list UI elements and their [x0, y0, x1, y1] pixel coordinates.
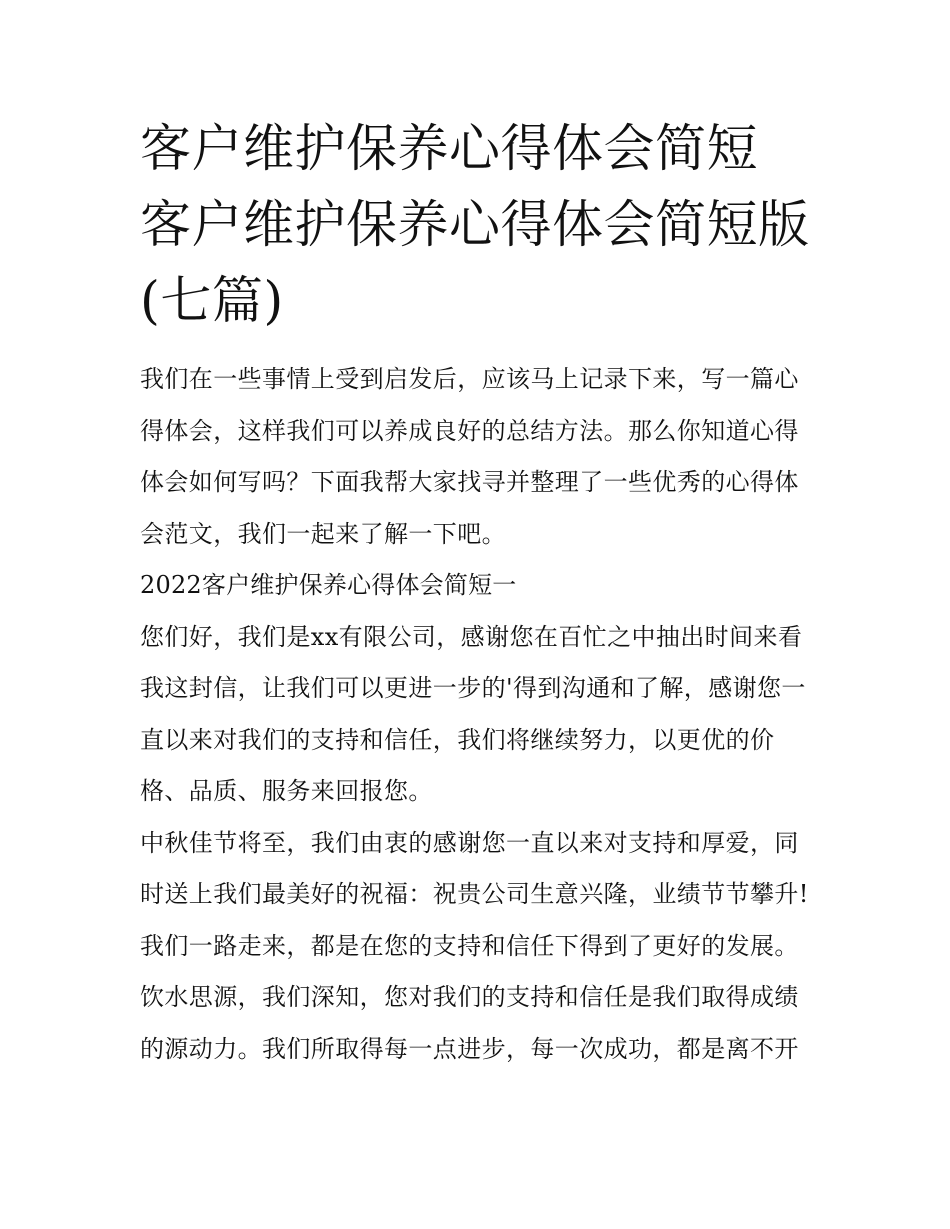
intro-paragraph: 我们在一些事情上受到启发后，应该马上记录下来，写一篇心得体会，这样我们可以养成良好的总结方法。那么你知道心得体会如何写吗？下面我帮大家找寻并整理了一些优秀的心得体会范文，我们一起来了解一下吧。 — [140, 365, 799, 548]
body-paragraph: 中秋佳节将至，我们由衷的感谢您一直以来对支持和厚爱，同时送上我们最美好的祝福：祝贵公司生意兴隆，业绩节节攀升! — [140, 828, 809, 908]
document-page — [140, 112, 812, 1075]
body-paragraph: 您们好，我们是xx有限公司，感谢您在百忙之中抽出时间来看我这封信，让我们可以更进一步的'得到沟通和了解，感谢您一直以来对我们的支持和信任，我们将继续努力，以更优的价格、品质、服务来回报您。 — [140, 622, 806, 805]
body-paragraph: 我们一路走来，都是在您的支持和信任下得到了更好的发展。饮水思源，我们深知，您对我们的支持和信任是我们取得成绩的源动力。我们所取得每一点进步，每一次成功，都是离不开 — [140, 931, 799, 1063]
section-heading: 2022客户维护保养心得体会简短一 — [140, 571, 517, 599]
document-title: 客户维护保养心得体会简短 客户维护保养心得体会简短版(七篇) — [140, 120, 810, 331]
